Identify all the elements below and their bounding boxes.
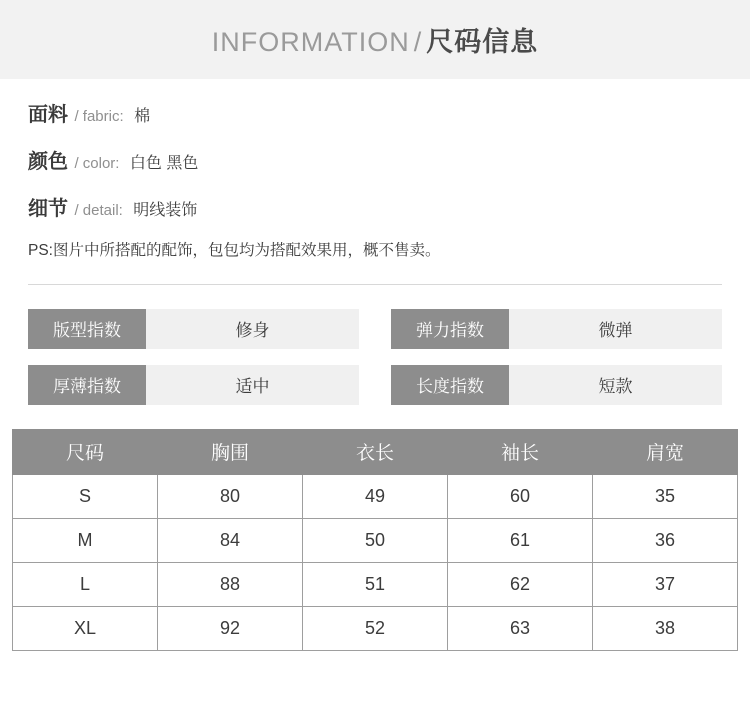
spec-label-en: / detail: — [74, 202, 123, 219]
page-title-en: INFORMATION — [211, 27, 410, 57]
index-item-elasticity — [391, 309, 722, 349]
table-cell: 37 — [593, 562, 738, 606]
table-header-cell: 袖长 — [448, 429, 593, 474]
index-value: 微弹 — [509, 309, 722, 349]
table-cell: 88 — [158, 562, 303, 606]
spec-label-en: / fabric: — [74, 108, 124, 125]
table-cell: 62 — [448, 562, 593, 606]
table-row — [13, 606, 738, 650]
index-value: 修身 — [146, 309, 359, 349]
index-grid — [28, 309, 722, 405]
table-row — [13, 518, 738, 562]
size-table — [12, 429, 738, 651]
table-cell: 50 — [303, 518, 448, 562]
index-label: 版型指数 — [28, 309, 146, 349]
page-title-cn: 尺码信息 — [426, 27, 539, 57]
spec-value: 白色 黑色 — [129, 155, 199, 172]
table-cell: 52 — [303, 606, 448, 650]
page-header — [0, 0, 750, 79]
table-cell: 60 — [448, 474, 593, 518]
spec-label-en: / color: — [74, 155, 120, 172]
index-item-length — [391, 365, 722, 405]
page-title — [212, 20, 539, 59]
spec-row-fabric — [28, 105, 722, 125]
index-value: 适中 — [146, 365, 359, 405]
table-cell: 80 — [158, 474, 303, 518]
table-cell: S — [13, 474, 158, 518]
table-cell: 36 — [593, 518, 738, 562]
spec-label-cn: 颜色 — [28, 151, 68, 173]
section-divider — [28, 284, 722, 285]
size-table-container — [12, 429, 738, 651]
ps-note: PS:图片中所搭配的配饰，包包均为搭配效果用，概不售卖。 — [28, 242, 441, 259]
spec-list — [0, 79, 750, 262]
table-cell: 51 — [303, 562, 448, 606]
table-cell: 38 — [593, 606, 738, 650]
table-header-cell: 肩宽 — [593, 429, 738, 474]
table-cell: 35 — [593, 474, 738, 518]
index-item-fit — [28, 309, 359, 349]
index-value: 短款 — [509, 365, 722, 405]
spec-label-cn: 细节 — [28, 198, 68, 220]
table-row — [13, 562, 738, 606]
spec-value: 棉 — [134, 108, 151, 125]
index-label: 厚薄指数 — [28, 365, 146, 405]
table-header-cell: 衣长 — [303, 429, 448, 474]
table-cell: L — [13, 562, 158, 606]
table-header-cell: 胸围 — [158, 429, 303, 474]
table-cell: 63 — [448, 606, 593, 650]
page-title-separator: / — [413, 27, 423, 57]
spec-value: 明线装饰 — [133, 202, 198, 219]
table-row — [13, 474, 738, 518]
table-cell: 49 — [303, 474, 448, 518]
spec-row-color — [28, 152, 722, 172]
table-cell: M — [13, 518, 158, 562]
table-cell: XL — [13, 606, 158, 650]
index-item-thickness — [28, 365, 359, 405]
table-cell: 84 — [158, 518, 303, 562]
table-header-cell: 尺码 — [13, 429, 158, 474]
index-label: 弹力指数 — [391, 309, 509, 349]
spec-label-cn: 面料 — [28, 104, 68, 126]
spec-row-detail — [28, 199, 722, 219]
table-cell: 92 — [158, 606, 303, 650]
table-header-row — [13, 429, 738, 474]
index-label: 长度指数 — [391, 365, 509, 405]
table-cell: 61 — [448, 518, 593, 562]
